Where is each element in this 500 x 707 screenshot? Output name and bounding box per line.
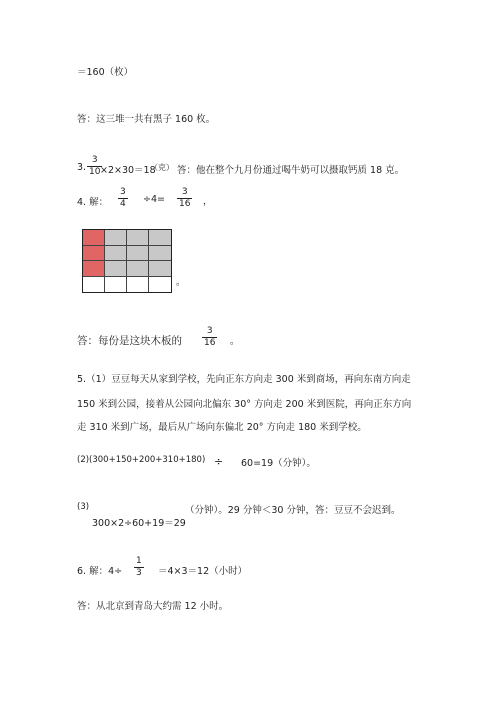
- fraction-numerator: 3: [91, 155, 98, 165]
- fraction-denominator: 10: [89, 167, 101, 177]
- grid-cell: [149, 246, 171, 262]
- problem-3-answer: 答：他在整个九月份通过喝牛奶可以摄取钙质 18 克。: [177, 165, 405, 176]
- problem-5-part-2-result: 60=19（分钟）。: [241, 458, 316, 469]
- problem-5-part-3-expression: 300×2÷60+19＝29: [92, 518, 186, 529]
- problem-4-answer-period: 。: [230, 336, 240, 347]
- problem-4-comma: ，: [203, 196, 213, 207]
- fraction-denominator: 16: [204, 338, 216, 348]
- grid-cell: [105, 230, 127, 246]
- grid-cell: [83, 261, 105, 277]
- problem-4-fraction-2: [177, 188, 192, 209]
- problem-4-division: ÷4=: [143, 194, 165, 205]
- grid-cell: [105, 246, 127, 262]
- problem-5-line-1: 5.（1）豆豆每天从家到学校，先向正东方向走 300 米到商场，再向东南方向走: [77, 374, 411, 385]
- answer-black-pieces: 答：这三堆一共有黑子 160 枚。: [77, 114, 216, 125]
- problem-5-part-2-divide: ÷: [214, 455, 224, 468]
- problem-5-part-3-label: (3): [77, 502, 90, 512]
- board-division-grid: [82, 229, 172, 293]
- fraction-denominator: 4: [120, 199, 126, 209]
- problem-3-unit: （克）: [150, 163, 174, 172]
- grid-cell: [83, 246, 105, 262]
- problem-6-answer: 答：从北京到青岛大约需 12 小时。: [77, 601, 229, 612]
- grid-cell: [83, 230, 105, 246]
- problem-5-line-3: 走 310 米到广场，最后从广场向东偏北 20° 方向走 180 米到学校。: [77, 422, 367, 433]
- grid-cell: [149, 277, 171, 293]
- problem-5-part-2-expression: (2)(300+150+200+310+180): [77, 455, 206, 465]
- problem-4-fraction-1: [118, 188, 128, 209]
- fraction-denominator: 16: [179, 199, 191, 209]
- fraction-numerator: 3: [120, 187, 126, 197]
- grid-cell: [83, 277, 105, 293]
- problem-3-label: 3.: [77, 162, 87, 173]
- grid-period: 。: [176, 277, 186, 288]
- problem-5-line-2: 150 米到公园，接着从公园向北偏东 30° 方向走 200 米到医院，再向正东方向: [77, 399, 412, 410]
- problem-4-answer: 答：每份是这块木板的: [77, 335, 182, 347]
- fraction-numerator: 3: [206, 326, 213, 336]
- grid-cell: [105, 277, 127, 293]
- problem-6-prefix: 6. 解：4÷: [77, 566, 123, 577]
- problem-5-part-3-text: （分钟）。29 分钟＜30 分钟，答：豆豆不会迟到。: [185, 505, 401, 516]
- fraction-denominator: 3: [136, 568, 142, 578]
- grid-cell: [149, 230, 171, 246]
- grid-cell: [105, 261, 127, 277]
- grid-cell: [127, 246, 149, 262]
- fraction-numerator: 1: [136, 556, 142, 566]
- problem-6-fraction: [134, 557, 144, 578]
- problem-4-label: 4. 解：: [77, 197, 109, 208]
- grid-cell: [127, 277, 149, 293]
- problem-3-expression: ×2×30＝18: [100, 165, 156, 176]
- problem-4-answer-fraction: [202, 327, 217, 348]
- problem-6-result: ＝4×3＝12（小时）: [158, 566, 248, 577]
- grid-cell: [127, 230, 149, 246]
- grid-cell: [149, 261, 171, 277]
- line-result-160: ＝160（枚）: [77, 67, 134, 78]
- grid-cell: [127, 261, 149, 277]
- fraction-numerator: 3: [181, 187, 188, 197]
